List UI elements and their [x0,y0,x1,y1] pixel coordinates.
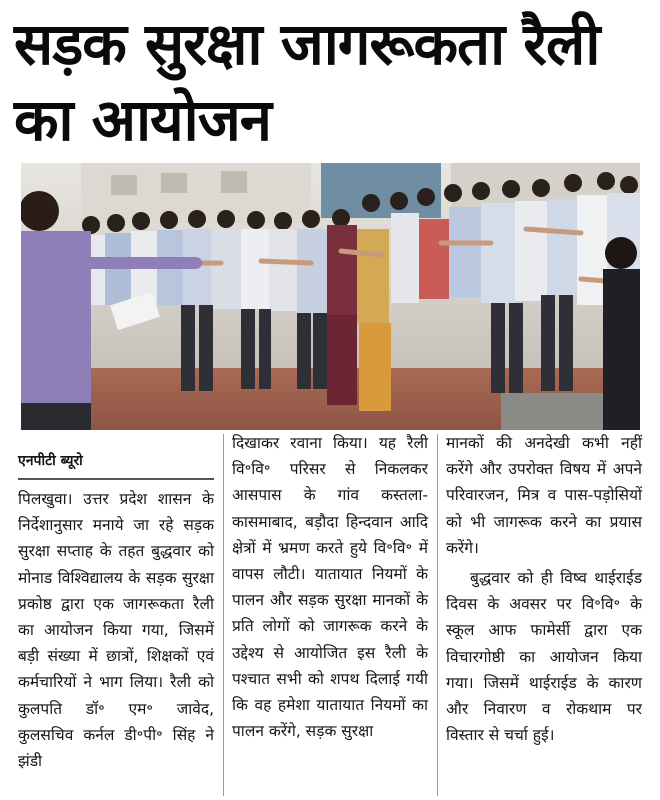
headline-line-1: सड़क सुरक्षा जागरूकता रैली [14,10,600,78]
article-paragraph: बुद्धवार को ही विष्व थाईराईड दिवस के अवसर पर वि॰वि॰ के स्कूल आफ फामेर्सी द्वारा एक विचारगोष्ठी का आयोजन किया गया। जिसमें थाईराईड के कारण और निवारण व रोकथाम पर विस्तार से चर्चा हुई। [446,569,642,745]
byline: एनपीटी ब्यूरो [18,450,214,480]
rally-photo [21,163,640,430]
headline-line-2: का आयोजन [14,86,271,154]
article-column-3 [446,430,642,786]
column-divider [223,434,224,796]
article-column-1 [18,440,214,796]
article-paragraph: दिखाकर रवाना किया। यह रैली वि॰वि॰ परिसर से निकलकर आसपास के गांव कस्तला-कासमाबाद, बड़ौदा हिन्दवान आदि क्षेत्रों में भ्रमण करते हुये वि॰वि॰ में वापस लौटी। यातायात नियमों के पालन और सड़क सुरक्षा मानकों के प्रति लोगों को जागरूक करने के उद्देश्य से आयोजित इस रैली के पश्चात सभी को शपथ दिलाई गयी कि वह हमेशा यातायात नियमों का पालन करेंगे, सड़क सुरक्षा [232,434,428,741]
headline [14,6,646,158]
article-paragraph: पिलखुवा। उत्तर प्रदेश शासन के निर्देशानुसार मनाये जा रहे सड़क सुरक्षा सप्ताह के तहत बुद्धवार को मोनाड विश्विद्यालय के सड़क सुरक्षा प्रकोष्ठ द्वारा एक जागरूकता रैली का आयोजन किया गया, जिसमें बड़ी संख्या में छात्रों, शिक्षकों एवं कर्मचारियों ने भाग लिया। रैली को कुलपति डॉ॰ एम॰ जावेद, कुलसचिव कर्नल डी॰पी॰ सिंह ने झंडी [18,490,214,771]
rally-photo-icon [21,163,640,430]
article-body [18,434,642,796]
article-column-2 [232,430,428,786]
column-divider [437,434,438,796]
article-paragraph: मानकों की अनदेखी कभी नहीं करेंगे और उपरोक्त विषय में अपने परिवारजन, मित्र व पास-पड़ोसियों को भी जागरूक करने का प्रयास करेंगे। [446,434,642,557]
